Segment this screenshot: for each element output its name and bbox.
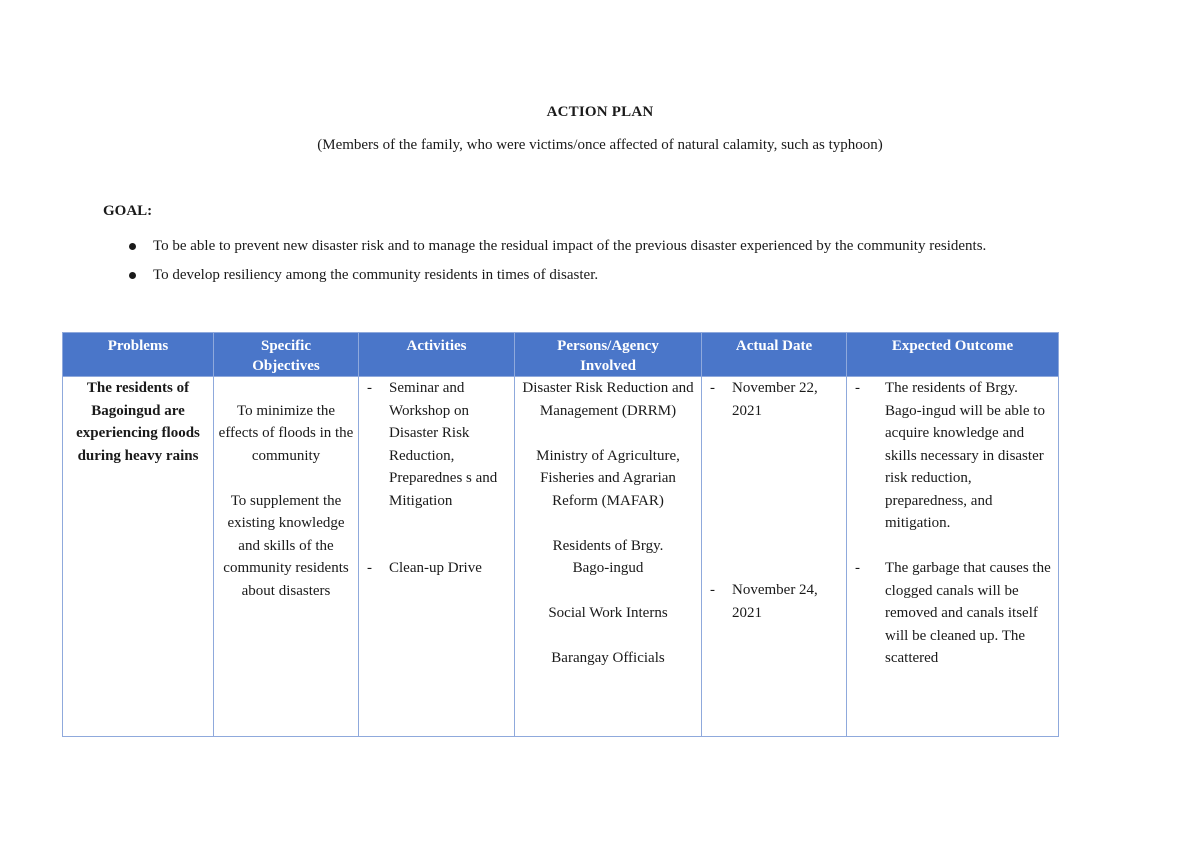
document-subtitle: (Members of the family, who were victims/once affected of natural calamity, such as typhoon) (317, 137, 883, 153)
header-problems: Problems (63, 333, 214, 377)
person-item: Social Work Interns (548, 605, 668, 621)
person-item: Barangay Officials (551, 650, 665, 666)
problem-text: The residents of Bagoingud are experiencing floods during heavy rains (76, 380, 200, 464)
person-item: Residents of Brgy. Bago-ingud (552, 537, 664, 576)
header-specific-objectives: Specific Objectives (214, 333, 359, 377)
goal-list (128, 232, 1096, 290)
activities-cell (359, 377, 515, 737)
objectives-cell (214, 377, 359, 737)
person-item: Ministry of Agriculture, Fisheries and Agrarian Reform (MAFAR) (536, 447, 680, 509)
outcomes-cell (847, 377, 1059, 737)
objective-item: To minimize the effects of floods in the community (218, 402, 354, 464)
header-persons-agency: Persons/Agency Involved (515, 333, 702, 377)
header-activities: Activities (359, 333, 515, 377)
action-plan-table (62, 332, 1059, 737)
persons-cell (515, 377, 702, 737)
objective-item: To supplement the existing knowledge and skills of the community residents about disasters (223, 492, 349, 599)
activity-item: - Clean-up Drive (363, 557, 510, 580)
person-item: Disaster Risk Reduction and Management (DRRM) (522, 380, 694, 419)
goal-item: To develop resiliency among the community residents in times of disaster. (128, 261, 1096, 290)
goal-heading: GOAL: (103, 203, 153, 219)
date-item: - November 22, 2021 (706, 377, 842, 422)
outcome-item: - The garbage that causes the clogged canals will be removed and canals itself will be cleaned up. The scattered (851, 557, 1054, 670)
table-row (63, 377, 1059, 737)
goal-item: To be able to prevent new disaster risk and to manage the residual impact of the previous disaster experienced by the community residents. (128, 232, 1096, 261)
table-header-row (63, 333, 1059, 377)
outcome-item: - The residents of Brgy. Bago-ingud will be able to acquire knowledge and skills necessary in disaster risk reduction, preparedness, and mitigation. (851, 377, 1054, 535)
dates-cell (702, 377, 847, 737)
document-title: ACTION PLAN (546, 104, 654, 120)
header-actual-date: Actual Date (702, 333, 847, 377)
problem-cell (63, 377, 214, 737)
activity-item: - Seminar and Workshop on Disaster Risk Reduction, Preparednes s and Mitigation (363, 377, 510, 512)
header-expected-outcome: Expected Outcome (847, 333, 1059, 377)
date-item: - November 24, 2021 (706, 579, 842, 624)
